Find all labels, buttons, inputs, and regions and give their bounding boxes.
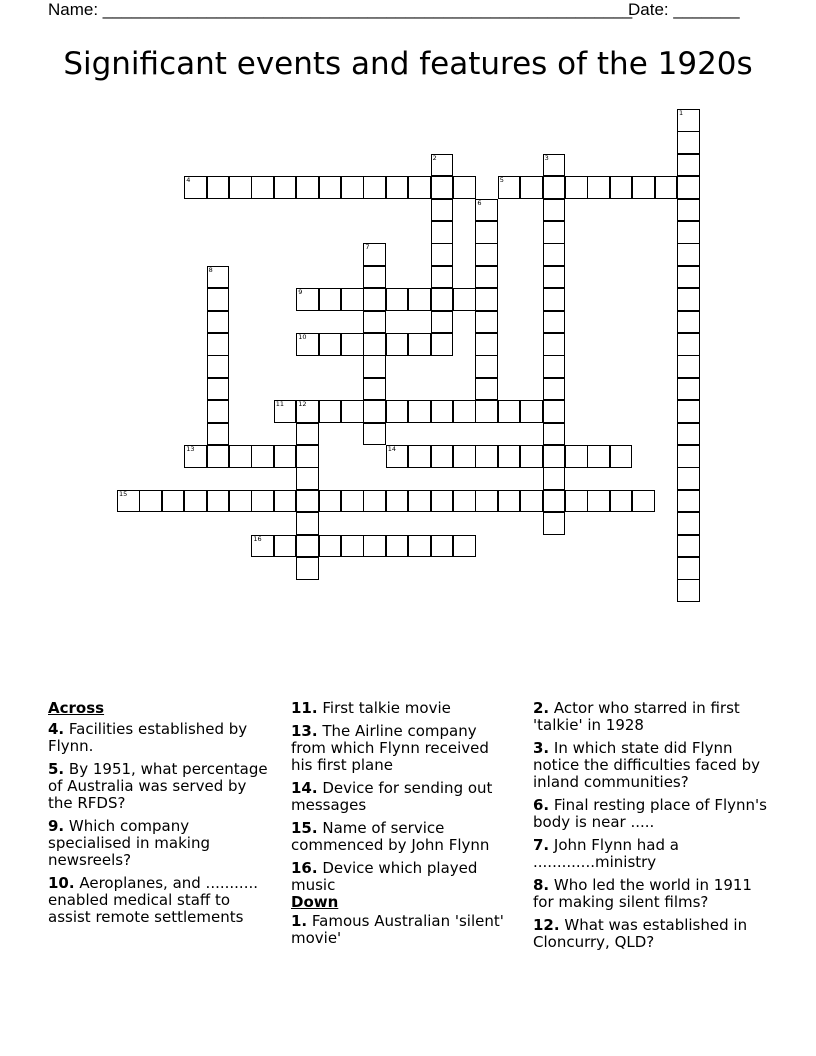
grid-cell[interactable] [296,535,319,558]
grid-cell[interactable] [632,490,655,513]
clue-number: 2. [533,699,550,717]
clue-down-6 [533,797,768,831]
grid-cell[interactable] [475,490,498,513]
grid-cell[interactable] [296,288,319,311]
grid-cell[interactable] [565,490,588,513]
grid-cell[interactable] [543,266,566,289]
grid-cell[interactable] [431,199,454,222]
grid-cell[interactable] [475,400,498,423]
grid-cell[interactable] [587,490,610,513]
clue-across-5 [48,761,273,812]
clue-down-1 [291,913,511,947]
grid-cell[interactable] [207,288,230,311]
grid-cell[interactable] [543,490,566,513]
grid-cell[interactable] [274,176,297,199]
grid-cell[interactable] [431,176,454,199]
grid-cell[interactable] [408,490,431,513]
grid-cell[interactable] [386,400,409,423]
clues-column-1 [48,700,273,932]
grid-cell[interactable] [431,154,454,177]
grid-cell[interactable] [677,131,700,154]
cell-number: 9 [298,288,303,297]
grid-cell[interactable] [207,490,230,513]
cell-number: 8 [208,265,213,274]
grid-cell[interactable] [207,176,230,199]
grid-cell[interactable] [363,333,386,356]
grid-cell[interactable] [565,445,588,468]
grid-cell[interactable] [274,400,297,423]
grid-cell[interactable] [475,199,498,222]
clue-number: 7. [533,836,550,854]
grid-cell[interactable] [229,490,252,513]
clue-across-9 [48,818,273,869]
grid-cell[interactable] [677,490,700,513]
clue-text: Final resting place of Flynn's body is near ..... [533,796,767,831]
grid-cell[interactable] [363,266,386,289]
grid-cell[interactable] [296,557,319,580]
grid-cell[interactable] [184,445,207,468]
grid-cell[interactable] [453,288,476,311]
grid-cell[interactable] [498,445,521,468]
grid-cell[interactable] [184,490,207,513]
grid-cell[interactable] [184,176,207,199]
grid-cell[interactable] [251,535,274,558]
grid-cell[interactable] [677,221,700,244]
grid-cell[interactable] [431,490,454,513]
grid-cell[interactable] [543,311,566,334]
grid-cell[interactable] [207,400,230,423]
grid-cell[interactable] [207,423,230,446]
grid-cell[interactable] [543,512,566,535]
cell-number: 11 [275,400,285,409]
grid-cell[interactable] [610,445,633,468]
clue-text: Aeroplanes, and ........... enabled medical staff to assist remote settlements [48,874,259,926]
clue-number: 12. [533,916,560,934]
grid-cell[interactable] [319,490,342,513]
grid-cell[interactable] [520,445,543,468]
clue-number: 15. [291,819,318,837]
grid-cell[interactable] [587,445,610,468]
grid-cell[interactable] [251,490,274,513]
grid-cell[interactable] [677,288,700,311]
clue-text: By 1951, what percentage of Australia was served by the RFDS? [48,760,268,812]
grid-cell[interactable] [341,490,364,513]
grid-cell[interactable] [543,221,566,244]
clue-number: 4. [48,720,65,738]
grid-cell[interactable] [677,535,700,558]
grid-cell[interactable] [610,176,633,199]
clues-column-2 [291,700,511,953]
cell-number: 14 [387,445,397,453]
grid-cell[interactable] [431,400,454,423]
grid-cell[interactable] [677,311,700,334]
grid-cell[interactable] [229,445,252,468]
clue-text: John Flynn had a .............ministry [533,836,679,871]
grid-cell[interactable] [319,176,342,199]
grid-cell[interactable] [386,535,409,558]
grid-cell[interactable] [363,355,386,378]
clue-number: 11. [291,699,318,717]
grid-cell[interactable] [677,557,700,580]
grid-cell[interactable] [475,221,498,244]
grid-cell[interactable] [475,378,498,401]
clue-number: 6. [533,796,550,814]
grid-cell[interactable] [431,333,454,356]
clue-across-16 [291,860,511,894]
grid-cell[interactable] [162,490,185,513]
grid-cell[interactable] [677,512,700,535]
grid-cell[interactable] [453,490,476,513]
grid-cell[interactable] [677,579,700,602]
clue-across-13 [291,723,511,774]
cell-number: 2 [432,153,437,162]
grid-cell[interactable] [543,423,566,446]
grid-cell[interactable] [386,490,409,513]
grid-cell[interactable] [677,176,700,199]
grid-cell[interactable] [296,333,319,356]
grid-cell[interactable] [543,378,566,401]
clue-down-7 [533,837,768,871]
clue-text: What was established in Cloncurry, QLD? [533,916,748,951]
grid-cell[interactable] [431,311,454,334]
grid-cell[interactable] [498,176,521,199]
grid-cell[interactable] [363,535,386,558]
grid-cell[interactable] [677,355,700,378]
grid-cell[interactable] [386,445,409,468]
grid-cell[interactable] [341,535,364,558]
clue-text: Who led the world in 1911 for making silent films? [533,876,752,911]
date-field-label: Date: _______ [628,0,740,19]
grid-cell[interactable] [677,333,700,356]
grid-cell[interactable] [475,266,498,289]
grid-cell[interactable] [408,535,431,558]
cell-number: 7 [365,243,370,252]
cell-number: 10 [298,333,307,341]
grid-cell[interactable] [207,355,230,378]
clue-down-8 [533,877,768,911]
cell-number: 1 [679,109,684,117]
grid-cell[interactable] [431,221,454,244]
grid-cell[interactable] [408,333,431,356]
grid-cell[interactable] [319,535,342,558]
grid-cell[interactable] [520,490,543,513]
clue-across-10 [48,875,273,926]
grid-cell[interactable] [363,400,386,423]
clue-text: Device for sending out messages [291,779,493,814]
grid-cell[interactable] [363,490,386,513]
grid-cell[interactable] [543,467,566,490]
grid-cell[interactable] [677,400,700,423]
grid-cell[interactable] [296,445,319,468]
grid-cell[interactable] [296,400,319,423]
clue-text: Which company specialised in making newsreels? [48,817,210,869]
clue-text: Name of service commenced by John Flynn [291,819,490,854]
grid-cell[interactable] [296,467,319,490]
grid-cell[interactable] [677,243,700,266]
clue-text: Actor who starred in first 'talkie' in 1928 [533,699,740,734]
grid-cell[interactable] [296,512,319,535]
grid-cell[interactable] [296,490,319,513]
page-title: Significant events and features of the 1920s [63,46,753,82]
grid-cell[interactable] [543,176,566,199]
grid-cell[interactable] [319,333,342,356]
grid-cell[interactable] [341,400,364,423]
clue-text: The Airline company from which Flynn received his first plane [291,722,489,774]
grid-cell[interactable] [543,243,566,266]
clue-number: 3. [533,739,550,757]
cell-number: 3 [544,153,549,162]
grid-cell[interactable] [677,467,700,490]
cell-number: 5 [499,176,504,185]
grid-cell[interactable] [431,445,454,468]
grid-cell[interactable] [296,423,319,446]
grid-cell[interactable] [363,378,386,401]
clue-across-4 [48,721,273,755]
grid-cell[interactable] [475,243,498,266]
grid-cell[interactable] [431,266,454,289]
grid-cell[interactable] [677,445,700,468]
clues-column-3 [533,700,768,957]
grid-cell[interactable] [677,154,700,177]
grid-cell[interactable] [475,288,498,311]
grid-cell[interactable] [117,490,140,513]
grid-cell[interactable] [251,445,274,468]
grid-cell[interactable] [207,445,230,468]
grid-cell[interactable] [274,490,297,513]
grid-cell[interactable] [453,445,476,468]
clue-text: First talkie movie [322,699,451,717]
clue-down-2 [533,700,768,734]
grid-cell[interactable] [341,333,364,356]
grid-cell[interactable] [543,288,566,311]
grid-cell[interactable] [408,445,431,468]
grid-cell[interactable] [475,333,498,356]
grid-cell[interactable] [207,266,230,289]
clue-across-11 [291,700,511,717]
grid-cell[interactable] [520,400,543,423]
grid-cell[interactable] [251,176,274,199]
grid-cell[interactable] [453,400,476,423]
clue-text: Famous Australian 'silent' movie' [291,912,504,947]
grid-cell[interactable] [319,400,342,423]
grid-cell[interactable] [520,176,543,199]
cell-number: 15 [119,489,128,498]
cell-number: 13 [186,445,195,453]
clue-down-3 [533,740,768,791]
clue-number: 8. [533,876,550,894]
grid-cell[interactable] [543,445,566,468]
clue-number: 10. [48,874,75,892]
cell-number: 4 [186,176,191,185]
grid-cell[interactable] [408,176,431,199]
clue-text: Facilities established by Flynn. [48,720,248,755]
clue-down-12 [533,917,768,951]
across-heading: Across [48,699,105,717]
grid-cell[interactable] [408,288,431,311]
cell-number: 16 [253,534,262,543]
grid-cell[interactable] [498,490,521,513]
grid-cell[interactable] [475,311,498,334]
grid-cell[interactable] [677,266,700,289]
clue-text: In which state did Flynn notice the difficulties faced by inland communities? [533,739,760,791]
grid-cell[interactable] [453,535,476,558]
grid-cell[interactable] [565,176,588,199]
clue-number: 16. [291,859,318,877]
grid-cell[interactable] [274,445,297,468]
grid-cell[interactable] [431,243,454,266]
grid-cell[interactable] [363,176,386,199]
grid-cell[interactable] [386,333,409,356]
grid-cell[interactable] [677,109,700,132]
grid-cell[interactable] [475,355,498,378]
grid-cell[interactable] [274,535,297,558]
grid-cell[interactable] [207,311,230,334]
grid-cell[interactable] [543,333,566,356]
grid-cell[interactable] [229,176,252,199]
grid-cell[interactable] [386,288,409,311]
grid-cell[interactable] [610,490,633,513]
clue-number: 9. [48,817,65,835]
grid-cell[interactable] [677,199,700,222]
grid-cell[interactable] [408,400,431,423]
grid-cell[interactable] [632,176,655,199]
grid-cell[interactable] [587,176,610,199]
grid-cell[interactable] [363,423,386,446]
grid-cell[interactable] [139,490,162,513]
grid-cell[interactable] [207,378,230,401]
name-field-label: Name: ________________________________________________________ [48,0,633,19]
grid-cell[interactable] [475,445,498,468]
grid-cell[interactable] [498,400,521,423]
grid-cell[interactable] [453,176,476,199]
clue-text: Device which played music [291,859,478,894]
grid-cell[interactable] [386,176,409,199]
grid-cell[interactable] [363,243,386,266]
grid-cell[interactable] [543,154,566,177]
grid-cell[interactable] [677,423,700,446]
grid-cell[interactable] [207,333,230,356]
grid-cell[interactable] [543,199,566,222]
cell-number: 6 [477,198,482,207]
clue-number: 13. [291,722,318,740]
grid-cell[interactable] [543,400,566,423]
clue-number: 1. [291,912,308,930]
grid-cell[interactable] [677,378,700,401]
cell-number: 12 [298,400,307,409]
grid-cell[interactable] [341,176,364,199]
grid-cell[interactable] [363,311,386,334]
grid-cell[interactable] [655,176,678,199]
down-heading: Down [291,893,339,911]
clue-across-14 [291,780,511,814]
grid-cell[interactable] [363,288,386,311]
grid-cell[interactable] [296,176,319,199]
grid-cell[interactable] [431,535,454,558]
grid-cell[interactable] [319,288,342,311]
clue-number: 5. [48,760,65,778]
grid-cell[interactable] [341,288,364,311]
grid-cell[interactable] [543,355,566,378]
clue-number: 14. [291,779,318,797]
clue-across-15 [291,820,511,854]
grid-cell[interactable] [431,288,454,311]
